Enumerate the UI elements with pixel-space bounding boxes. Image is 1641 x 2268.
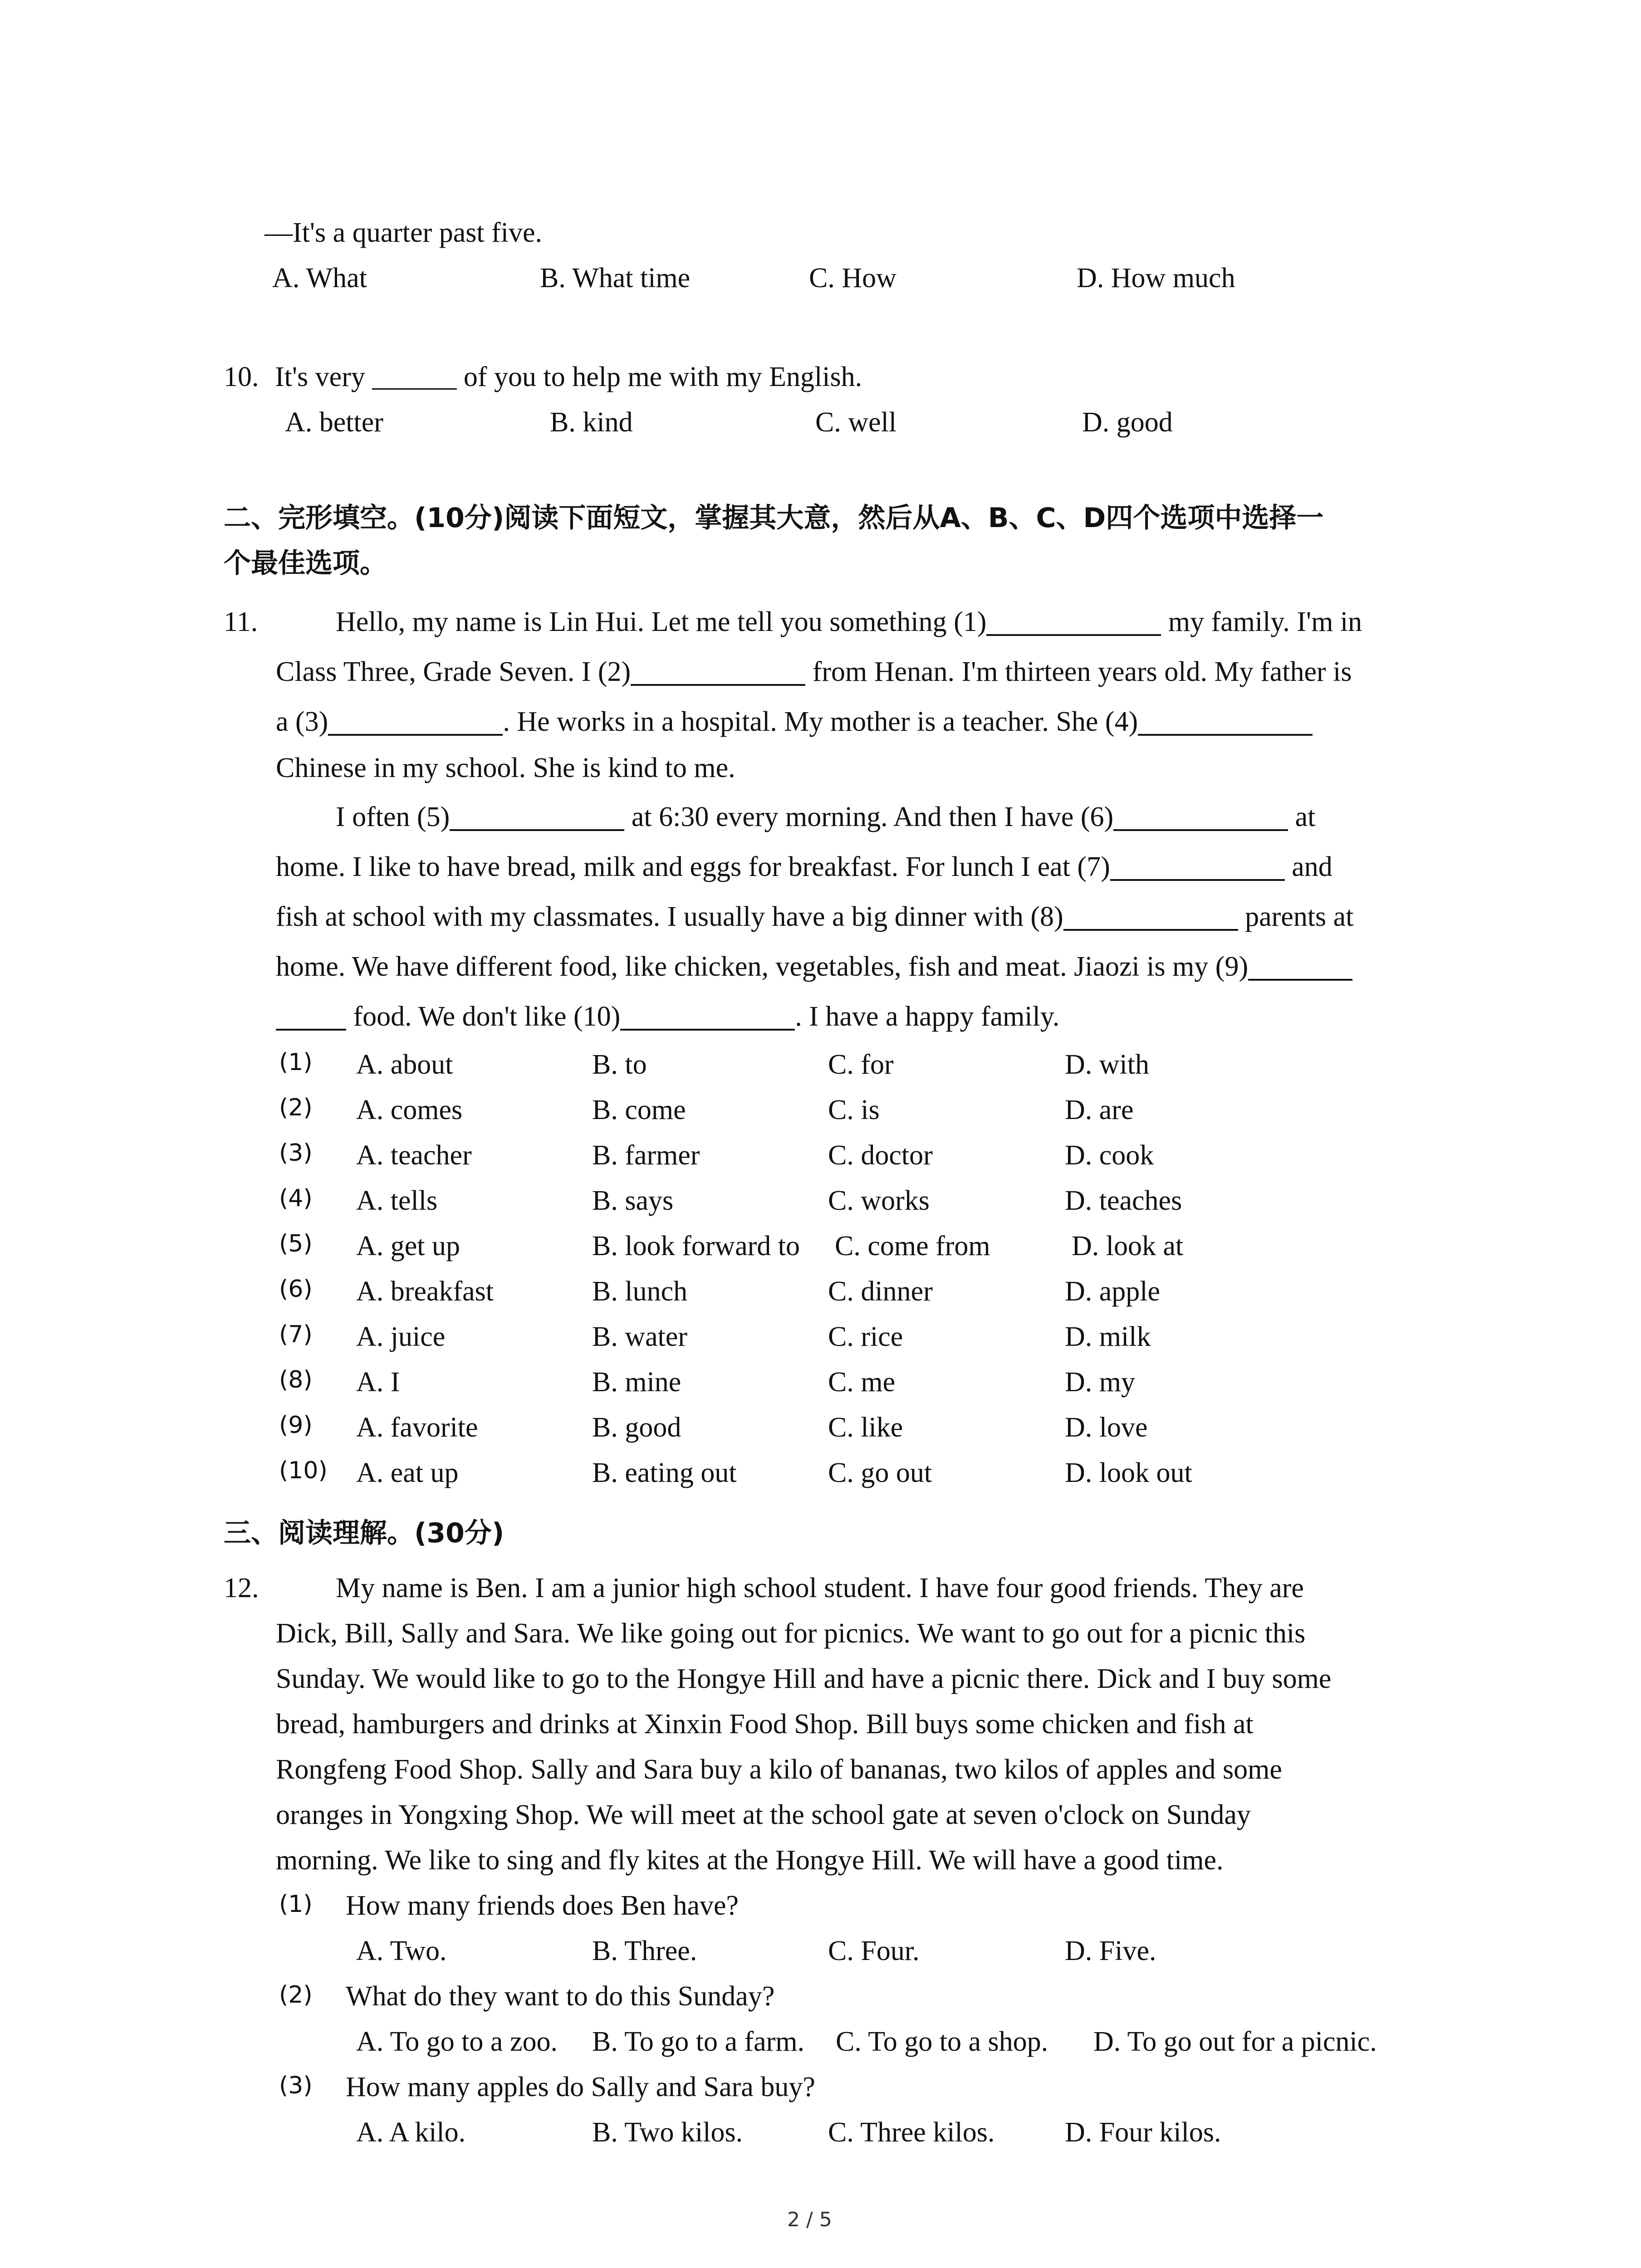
q11-option[interactable]: A. breakfast [356,1276,494,1307]
q10-number: 10. [224,362,259,392]
q12-option[interactable]: A. Two. [356,1936,447,1966]
q11-line-6-text-b: and [1284,851,1332,882]
q11-option[interactable]: B. says [592,1185,674,1216]
q12-sub-no: (2) [279,1981,313,2009]
q11-option[interactable]: D. milk [1065,1321,1151,1352]
q11-item-no: (7) [279,1321,313,1348]
q11-option[interactable]: A. favorite [356,1412,478,1443]
q11-option[interactable]: B. farmer [592,1140,700,1171]
section2-heading-line1: 二、完形填空。(10分)阅读下面短文，掌握其大意，然后从A、B、C、D四个选项中选择一 [224,502,1324,534]
q11-option[interactable]: C. is [828,1095,880,1125]
q11-line-7-text-a: fish at school with my classmates. I usually have a big dinner with (8) [276,901,1063,932]
q11-option[interactable]: A. comes [356,1095,463,1125]
q11-option[interactable]: C. rice [828,1321,903,1352]
q12-sub-no: (3) [279,2072,313,2099]
q12-line-7: morning. We like to sing and fly kites at the Hongye Hill. We will have a good time. [276,1845,1224,1876]
q9-option-b: B. What time [540,263,691,293]
q11-option[interactable]: A. eat up [356,1457,459,1488]
q11-option[interactable]: D. my [1065,1367,1135,1398]
q11-line-3-text-a: a (3) [276,706,328,737]
q12-sub-question: How many apples do Sally and Sara buy? [346,2072,815,2102]
q11-line-8-text-a: home. We have different food, like chicken, vegetables, fish and meat. Jiaozi is my (9) [276,951,1249,982]
q9-option-c: C. How [809,263,896,293]
q10-stem-after: of you to help me with my English. [456,362,862,392]
q11-line-9 [276,1002,1059,1031]
q11-option[interactable]: C. works [828,1185,930,1216]
q11-option[interactable]: D. are [1065,1095,1134,1125]
q11-option[interactable]: C. come from [835,1231,990,1261]
q11-item-no: (3) [279,1139,313,1167]
q11-line-8 [276,953,1352,981]
q11-number: 11. [224,606,258,637]
q11-line-7-text-b: parents at [1238,901,1354,932]
q11-line-2-text-a: Class Three, Grade Seven. I (2) [276,656,631,687]
q11-item-no: (4) [279,1185,313,1212]
q12-option[interactable]: C. To go to a shop. [836,2026,1048,2057]
q11-option[interactable]: B. eating out [592,1457,737,1488]
q12-sub-question: What do they want to do this Sunday? [346,1981,775,2012]
q10-blank: ______ [372,362,457,392]
q12-number: 12. [224,1573,259,1603]
q11-line-9-text-b: food. We don't like (10) [346,1001,621,1032]
q11-line-1-text-b: my family. I'm in [1161,606,1362,637]
q12-option[interactable]: D. Five. [1065,1936,1156,1966]
q11-option[interactable]: C. go out [828,1457,932,1488]
q12-line-1: My name is Ben. I am a junior high school student. I have four good friends. They are [336,1573,1304,1603]
q11-option[interactable]: B. good [592,1412,681,1443]
q11-option[interactable]: D. look out [1065,1457,1192,1488]
q11-line-4: Chinese in my school. She is kind to me. [276,753,735,783]
q10-option-a: A. better [285,407,383,438]
q11-line-2-text-b: from Henan. I'm thirteen years old. My father is [805,656,1352,687]
section3-heading: 三、阅读理解。(30分) [224,1517,505,1549]
q11-blank-8[interactable] [1063,903,1238,931]
q11-option[interactable]: A. tells [356,1185,438,1216]
q11-blank-2[interactable] [631,658,805,686]
q11-option[interactable]: D. with [1065,1049,1149,1080]
q11-option[interactable]: C. dinner [828,1276,933,1307]
q11-line-3 [276,708,1313,736]
q12-line-6: oranges in Yongxing Shop. We will meet at the school gate at seven o'clock on Sunday [276,1799,1251,1830]
q11-line-5 [336,803,1315,831]
q11-option[interactable]: B. water [592,1321,688,1352]
q11-blank-7[interactable] [1110,853,1285,881]
q12-option[interactable]: C. Three kilos. [828,2117,995,2148]
q11-line-5-text-b: at 6:30 every morning. And then I have (6) [624,802,1114,832]
q11-option[interactable]: C. doctor [828,1140,933,1171]
q11-option[interactable]: D. teaches [1065,1185,1182,1216]
q12-sub-question: How many friends does Ben have? [346,1890,739,1921]
q11-option[interactable]: A. get up [356,1231,460,1261]
q11-option[interactable]: B. mine [592,1367,681,1398]
q11-line-7 [276,903,1353,931]
q11-item-no: (10) [279,1457,328,1484]
q11-option[interactable]: D. love [1065,1412,1148,1443]
q11-option[interactable]: A. about [356,1049,453,1080]
q11-blank-5[interactable] [450,803,624,831]
section2-heading-line2: 个最佳选项。 [224,547,387,579]
q11-blank-1[interactable] [986,608,1161,636]
q12-line-4: bread, hamburgers and drinks at Xinxin Food Shop. Bill buys some chicken and fish at [276,1709,1254,1740]
q11-line-3-text-b: . He works in a hospital. My mother is a teacher. She (4) [503,706,1138,737]
q11-blank-9a[interactable] [1248,953,1352,981]
q9-answer-line: —It's a quarter past five. [265,217,543,248]
q12-option[interactable]: A. A kilo. [356,2117,466,2148]
q11-option[interactable]: B. lunch [592,1276,688,1307]
q9-option-a: A. What [272,263,367,293]
q11-line-1 [336,608,1362,636]
page-number: 2 / 5 [787,2208,832,2231]
q12-option[interactable]: D. Four kilos. [1065,2117,1221,2148]
q11-option[interactable]: D. apple [1065,1276,1161,1307]
q10-stem-before: It's very [275,362,372,392]
q11-option[interactable]: A. teacher [356,1140,472,1171]
q12-line-5: Rongfeng Food Shop. Sally and Sara buy a kilo of bananas, two kilos of apples and some [276,1754,1282,1785]
q11-option[interactable]: C. for [828,1049,894,1080]
q11-item-no: (8) [279,1366,313,1393]
q9-option-d: D. How much [1077,263,1235,293]
q11-item-no: (5) [279,1230,313,1257]
q11-line-9-text-c: . I have a happy family. [795,1001,1060,1032]
q11-option[interactable]: C. like [828,1412,903,1443]
q12-option[interactable]: A. To go to a zoo. [356,2026,558,2057]
q11-option[interactable]: B. to [592,1049,647,1080]
q11-item-no: (1) [279,1049,313,1076]
q12-option[interactable]: D. To go out for a picnic. [1093,2026,1377,2057]
q11-option[interactable]: C. me [828,1367,896,1398]
q12-option[interactable]: C. Four. [828,1936,920,1966]
q11-item-no: (2) [279,1094,313,1121]
q11-blank-10[interactable] [620,1002,795,1031]
q10-option-b: B. kind [550,407,633,438]
q12-option[interactable]: B. To go to a farm. [592,2026,805,2057]
q10-option-d: D. good [1082,407,1173,438]
q10-option-c: C. well [815,407,897,438]
q11-line-2 [276,658,1352,686]
q11-line-6-text-a: home. I like to have bread, milk and eggs for breakfast. For lunch I eat (7) [276,851,1110,882]
q12-line-2: Dick, Bill, Sally and Sara. We like going out for picnics. We want to go out for a picnic this [276,1618,1306,1649]
q11-option[interactable]: B. look forward to [592,1231,800,1261]
q11-line-5-text-a: I often (5) [336,802,450,832]
q11-option[interactable]: B. come [592,1095,686,1125]
q11-option[interactable]: D. cook [1065,1140,1154,1171]
q11-item-no: (6) [279,1276,313,1303]
q11-option[interactable]: A. I [356,1367,400,1398]
q11-blank-9b[interactable] [276,1002,346,1031]
q12-sub-no: (1) [279,1891,313,1918]
q11-blank-3[interactable] [328,708,503,736]
q11-line-1-text-a: Hello, my name is Lin Hui. Let me tell you something (1) [336,606,987,637]
q12-option[interactable]: B. Three. [592,1936,697,1966]
q12-option[interactable]: B. Two kilos. [592,2117,743,2148]
q11-line-6 [276,853,1332,881]
q11-blank-4[interactable] [1138,708,1313,736]
q10-stem [275,363,862,391]
q11-line-5-text-c: at [1288,802,1316,832]
q11-item-no: (9) [279,1412,313,1439]
q12-line-3: Sunday. We would like to go to the Hongye Hill and have a picnic there. Dick and I buy some [276,1663,1332,1694]
q11-option[interactable]: D. look at [1072,1231,1184,1261]
q11-blank-6[interactable] [1113,803,1288,831]
q11-option[interactable]: A. juice [356,1321,446,1352]
